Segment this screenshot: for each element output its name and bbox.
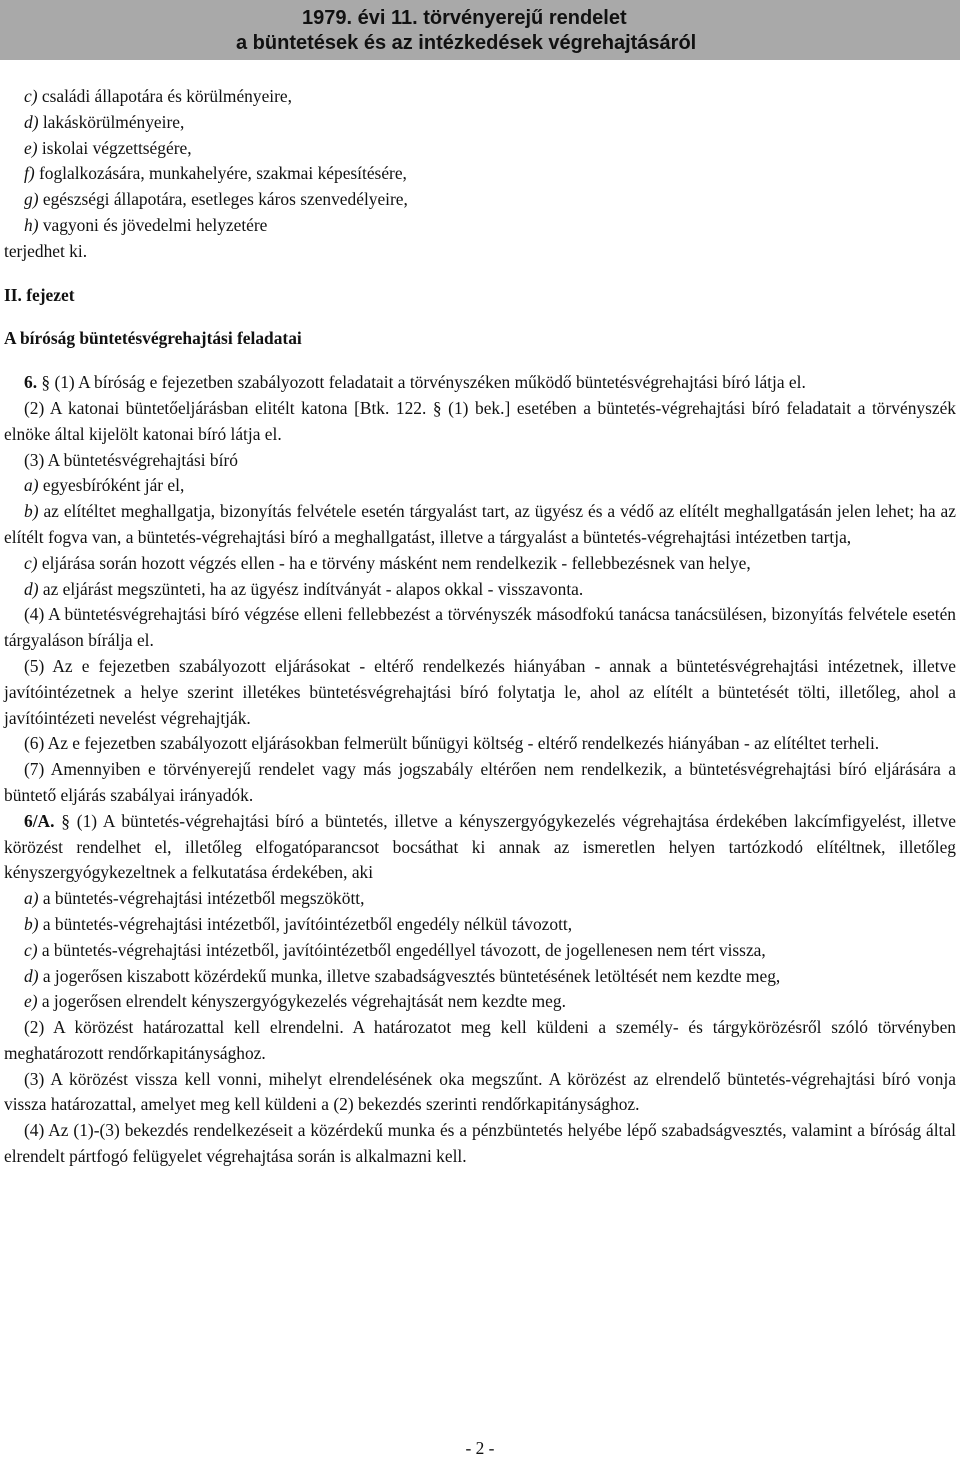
section-6a-paragraph-1: 6/A. § (1) A büntetés-végrehajtási bíró a büntetés, illetve a kényszergyógykezelés végrehajtása érdekében lakcímfigyelést, illetve körözést rendelhet el, illetőleg elfogatóparancsot bocsáthat ki annak az ismeretlen helyen tartózkodó elítéltnek, illetőleg kényszergyógykezeltnek a felkutatása érdekében, aki <box>4 810 956 883</box>
section-6a-paragraph-3: (3) A körözést vissza kell vonni, mihelyt elrendelésének oka megszűnt. A körözést az elrendelő büntetés-végrehajtási bíró vonja vissza határozattal, amelyet meg kell küldeni a (2) bekezdés szerinti rendőrkapitánysághoz. <box>4 1068 956 1115</box>
list-item: h) vagyoni és jövedelmi helyzetére <box>24 214 268 235</box>
list-item: e) iskolai végzettségére, <box>24 137 192 158</box>
paragraph: terjedhet ki. <box>4 240 88 261</box>
section-6a-paragraph-2: (2) A körözést határozattal kell elrendelni. A határozatot meg kell küldeni a személy- és tárgykörözésről szóló törvényben meghatározott rendőrkapitánysághoz. <box>4 1017 956 1063</box>
section-6-paragraph-2: (2) A katonai büntetőeljárásban elitélt katona [Btk. 122. § (1) bek.] esetében a büntetés-végrehajtási bíró feladatait a törvényszék elnöke által kijelölt katonai bíró látja el. <box>4 397 956 444</box>
header-title-line1: 1979. évi 11. törvényerejű rendelet <box>302 7 627 29</box>
list-item: f) foglalkozására, munkahelyére, szakmai képesítésére, <box>24 163 407 184</box>
section-6-paragraph-7: (7) Amennyiben e törvényerejű rendelet vagy más jogszabály eltérően nem rendelkezik, a büntetésvégrehajtási bíró eljárására a büntető eljárás szabályai irányadók. <box>4 759 956 805</box>
list-item: d) az eljárást megszünteti, ha az ügyész indítványát - alapos okkal - visszavonta. <box>24 578 584 599</box>
page-number: - 2 - <box>465 1438 495 1458</box>
section-6-paragraph-6: (6) Az e fejezetben szabályozott eljárásokban felmerült bűnügyi költség - eltérő rendelkezés hiányában - az elítéltet terheli. <box>24 733 880 754</box>
list-item: d) a jogerősen kiszabott közérdekű munka, illetve szabadságvesztés büntetésének letöltését nem kezdte meg, <box>24 965 781 986</box>
chapter-title: A bíróság büntetésvégrehajtási feladatai <box>4 328 302 349</box>
list-item: d) lakáskörülményeire, <box>24 111 185 132</box>
list-item: c) eljárása során hozott végzés ellen - ha e törvény másként nem rendelkezik - fellebbezésnek van helye, <box>24 552 751 573</box>
section-6-paragraph-5: (5) Az e fejezetben szabályozott eljárásokat - eltérő rendelkezés hiányában - annak a büntetésvégrehajtási intézetnek, illetve javítóintézetnek a helye szerint illetékes büntetésvégrehajtási bíró folytatja le, ahol az elítélt a büntetését tölti, illetőleg, ahol a javítóintézeti nevelést végrehajtják. <box>4 655 956 728</box>
list-item: b) a büntetés-végrehajtási intézetből, javítóintézetből engedély nélkül távozott, <box>24 913 573 934</box>
list-item: a) egyesbíróként jár el, <box>24 475 185 496</box>
page-header <box>0 0 960 60</box>
list-item: g) egészségi állapotára, esetleges káros szenvedélyeire, <box>24 189 408 210</box>
list-item: e) a jogerősen elrendelt kényszergyógykezelés végrehajtását nem kezdte meg. <box>24 991 566 1012</box>
chapter-number: II. fejezet <box>4 284 75 305</box>
document-body <box>4 84 956 1170</box>
section-6-paragraph-4: (4) A büntetésvégrehajtási bíró végzése elleni fellebbezést a törvényszék másodfokú tanácsa tanácsülésen, bizonyítás felvétele esetén tárgyaláson bírálja el. <box>4 604 956 651</box>
list-item: a) a büntetés-végrehajtási intézetből megszökött, <box>24 888 365 909</box>
section-6-paragraph-3: (3) A büntetésvégrehajtási bíró <box>24 449 238 470</box>
header-title-line2: a büntetések és az intézkedések végrehajtásáról <box>236 32 697 54</box>
list-item: c) családi állapotára és körülményeire, <box>24 86 292 106</box>
section-6a-paragraph-4: (4) Az (1)-(3) bekezdés rendelkezéseit a közérdekű munka és a pénzbüntetés helyébe lépő szabadságvesztés, valamint a bíróság által elrendelt pártfogó felügyelet végrehajtása során is alkalmazni kell. <box>4 1120 956 1167</box>
list-item: b) az elítéltet meghallgatja, bizonyítás felvétele esetén tárgyalást tart, az ügyész és a védő az elítélt meghallgatásán jelen lehet; ha az elítélt fogva van, a büntetés-végrehajtási bíró a meghallgatást, illetve a tárgyalást a büntetés-végrehajtási intézetben tartja, <box>4 501 956 547</box>
section-6-paragraph-1: 6. § (1) A bíróság e fejezetben szabályozott feladatait a törvényszéken működő büntetésvégrehajtási bíró látja el. <box>24 372 806 393</box>
list-item: c) a büntetés-végrehajtási intézetből, javítóintézetből engedéllyel távozott, de jogellenesen nem tért vissza, <box>24 939 766 960</box>
